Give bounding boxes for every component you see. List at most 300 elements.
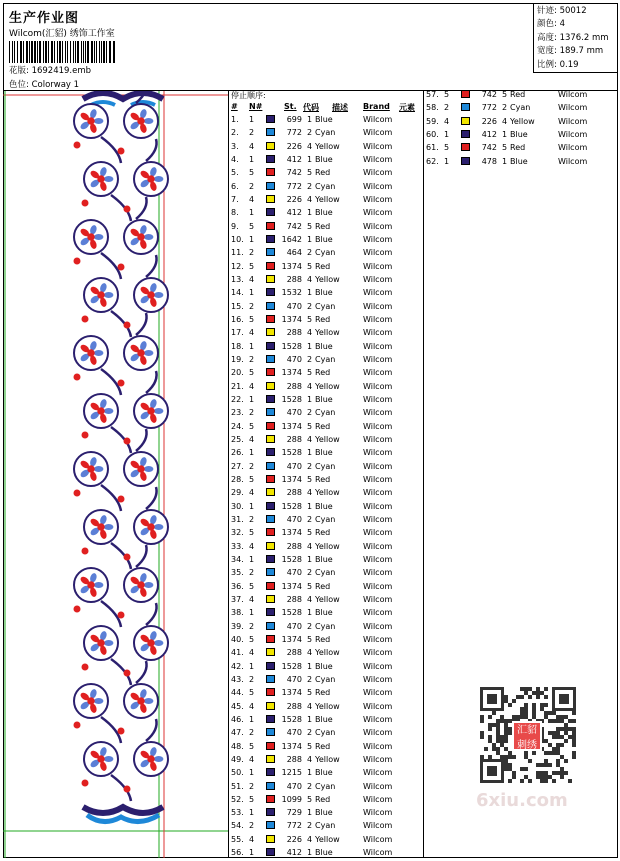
row-code: 2: [307, 248, 313, 258]
row-code: 5: [307, 688, 313, 698]
color-swatch: [266, 168, 275, 176]
qr-stamp: 汇貂刺绣: [512, 721, 542, 751]
row-needle: 5: [249, 688, 255, 698]
row-description: Red: [315, 474, 331, 484]
bottom-border: [83, 807, 163, 813]
row-description: Cyan: [315, 728, 336, 738]
row-needle: 1: [249, 808, 255, 818]
row-code: 1: [502, 129, 508, 139]
row-brand: Wilcom: [363, 768, 393, 778]
row-stitches: 772: [286, 821, 302, 831]
row-index: 11.: [231, 248, 244, 258]
row-stitches: 1528: [281, 714, 302, 724]
row-needle: 1: [249, 661, 255, 671]
row-description: Blue: [315, 714, 333, 724]
motif-center: [137, 697, 144, 704]
motif-dot: [82, 548, 89, 555]
color-swatch: [266, 502, 275, 510]
row-index: 60.: [426, 129, 439, 139]
row-needle: 4: [249, 274, 255, 284]
motif-dot: [124, 438, 131, 445]
row-needle: 4: [249, 754, 255, 764]
stat-colors: 颜色: 4: [537, 19, 565, 30]
color-swatch: [266, 662, 275, 670]
motif-petal: [104, 292, 114, 298]
table-row: [229, 753, 423, 766]
table-row: [229, 566, 423, 579]
color-swatch: [266, 595, 275, 603]
row-stitches: 464: [286, 248, 302, 258]
row-description: Cyan: [315, 354, 336, 364]
row-description: Blue: [510, 156, 528, 166]
row-code: 1: [307, 341, 313, 351]
row-code: 2: [307, 568, 313, 578]
row-brand: Wilcom: [363, 474, 393, 484]
motif-center: [97, 291, 104, 298]
color-swatch: [266, 821, 275, 829]
row-stitches: 226: [481, 116, 497, 126]
row-brand: Wilcom: [363, 461, 393, 471]
row-description: Cyan: [315, 821, 336, 831]
row-needle: 1: [249, 115, 255, 124]
row-needle: 5: [249, 368, 255, 378]
table-row: [229, 646, 423, 659]
table-row: [229, 446, 423, 459]
row-code: 4: [307, 488, 313, 498]
row-stitches: 1374: [281, 474, 302, 484]
file-info: [9, 64, 91, 76]
row-needle: 5: [249, 314, 255, 324]
row-code: 5: [502, 143, 508, 153]
row-needle: 4: [249, 381, 255, 391]
row-description: Cyan: [315, 248, 336, 258]
row-code: 4: [307, 274, 313, 284]
row-stitches: 1374: [281, 741, 302, 751]
table-row: [229, 686, 423, 699]
row-brand: Wilcom: [363, 488, 393, 498]
table-row: [229, 473, 423, 486]
table-row: [424, 115, 618, 128]
row-code: 5: [307, 221, 313, 231]
row-description: Cyan: [315, 181, 336, 191]
color-swatch: [266, 795, 275, 803]
row-brand: Wilcom: [558, 156, 588, 166]
color-swatch: [266, 608, 275, 616]
row-description: Red: [315, 634, 331, 644]
row-stitches: 288: [286, 754, 302, 764]
row-stitches: 699: [286, 115, 302, 124]
color-swatch: [266, 715, 275, 723]
row-code: 1: [307, 234, 313, 244]
row-brand: Wilcom: [363, 634, 393, 644]
row-index: 29.: [231, 488, 244, 498]
row-needle: 2: [249, 621, 255, 631]
row-code: 1: [307, 608, 313, 618]
table-row: [229, 553, 423, 566]
row-stitches: 729: [286, 808, 302, 818]
row-code: 5: [502, 90, 508, 99]
row-needle: 1: [249, 714, 255, 724]
header: [3, 3, 618, 91]
row-needle: 1: [249, 501, 255, 511]
row-needle: 5: [249, 528, 255, 538]
row-code: 2: [307, 621, 313, 631]
design-preview: [3, 91, 229, 858]
col-header-desc: 描述: [332, 103, 348, 112]
row-brand: Wilcom: [363, 541, 393, 551]
row-brand: Wilcom: [363, 514, 393, 524]
row-needle: 4: [249, 541, 255, 551]
row-stitches: 1528: [281, 394, 302, 404]
row-brand: Wilcom: [363, 261, 393, 271]
row-stitches: 1528: [281, 608, 302, 618]
row-brand: Wilcom: [363, 688, 393, 698]
motif-petal: [104, 524, 114, 530]
row-stitches: 470: [286, 408, 302, 418]
table-row: [229, 819, 423, 832]
row-index: 24.: [231, 421, 244, 431]
col-header-n: N#: [249, 102, 263, 111]
row-brand: Wilcom: [363, 661, 393, 671]
color-swatch: [461, 143, 470, 151]
color-swatch: [266, 342, 275, 350]
row-needle: 1: [249, 394, 255, 404]
motif-dot: [124, 670, 131, 677]
row-needle: 4: [249, 328, 255, 338]
row-brand: Wilcom: [363, 728, 393, 738]
row-brand: Wilcom: [363, 581, 393, 591]
row-needle: 4: [249, 434, 255, 444]
row-description: Cyan: [510, 103, 531, 113]
row-needle: 5: [249, 261, 255, 271]
row-index: 53.: [231, 808, 244, 818]
motif-center: [137, 349, 144, 356]
row-needle: 1: [444, 156, 450, 166]
row-index: 21.: [231, 381, 244, 391]
row-brand: Wilcom: [558, 90, 588, 99]
row-code: 1: [307, 208, 313, 218]
row-needle: 5: [444, 143, 450, 153]
color-swatch: [266, 755, 275, 763]
table-row: [229, 660, 423, 673]
row-brand: Wilcom: [363, 754, 393, 764]
table-row: [229, 220, 423, 233]
row-brand: Wilcom: [363, 808, 393, 818]
color-swatch: [266, 688, 275, 696]
stat-width: 宽度: 189.7 mm: [537, 46, 604, 57]
motif-petal: [144, 466, 154, 472]
row-needle: 2: [249, 781, 255, 791]
top-border: [83, 93, 163, 99]
row-brand: Wilcom: [363, 194, 393, 204]
row-code: 1: [307, 448, 313, 458]
row-stitches: 288: [286, 701, 302, 711]
color-swatch: [266, 435, 275, 443]
row-description: Yellow: [315, 274, 340, 284]
row-code: 4: [502, 116, 508, 126]
table-row: [229, 700, 423, 713]
row-description: Cyan: [315, 128, 336, 138]
row-index: 44.: [231, 688, 244, 698]
row-description: Cyan: [315, 781, 336, 791]
motif-center: [147, 639, 154, 646]
row-index: 46.: [231, 714, 244, 724]
row-brand: Wilcom: [363, 208, 393, 218]
table-row: [229, 513, 423, 526]
table-row: [229, 780, 423, 793]
row-index: 50.: [231, 768, 244, 778]
row-needle: 4: [249, 141, 255, 151]
row-index: 12.: [231, 261, 244, 271]
color-swatch: [266, 542, 275, 550]
row-description: Blue: [315, 208, 333, 218]
row-needle: 4: [249, 488, 255, 498]
table-row: [229, 593, 423, 606]
row-description: Yellow: [315, 541, 340, 551]
color-swatch: [266, 395, 275, 403]
row-brand: Wilcom: [363, 821, 393, 831]
row-code: 4: [307, 594, 313, 604]
row-index: 41.: [231, 648, 244, 658]
row-code: 1: [502, 156, 508, 166]
row-index: 35.: [231, 568, 244, 578]
color-swatch: [266, 568, 275, 576]
row-brand: Wilcom: [363, 741, 393, 751]
table-row: [229, 366, 423, 379]
row-stitches: 478: [481, 156, 497, 166]
row-index: 40.: [231, 634, 244, 644]
color-swatch: [266, 355, 275, 363]
row-brand: Wilcom: [363, 128, 393, 138]
row-stitches: 1374: [281, 314, 302, 324]
row-brand: Wilcom: [363, 701, 393, 711]
motif-center: [147, 407, 154, 414]
motif-center: [87, 465, 94, 472]
row-index: 58.: [426, 103, 439, 113]
row-index: 32.: [231, 528, 244, 538]
motif-center: [137, 117, 144, 124]
row-needle: 5: [249, 421, 255, 431]
row-description: Blue: [315, 288, 333, 298]
row-code: 4: [307, 141, 313, 151]
row-stitches: 412: [286, 848, 302, 858]
color-swatch: [461, 157, 470, 165]
row-index: 43.: [231, 674, 244, 684]
motif-dot: [82, 200, 89, 207]
table-row: [229, 526, 423, 539]
watermark: 6xiu.com: [476, 790, 568, 811]
color-swatch: [266, 768, 275, 776]
row-description: Cyan: [315, 301, 336, 311]
row-code: 5: [307, 474, 313, 484]
row-brand: Wilcom: [363, 794, 393, 804]
motif-petal: [104, 408, 114, 414]
row-needle: 2: [249, 248, 255, 258]
row-stitches: 288: [286, 594, 302, 604]
row-stitches: 470: [286, 301, 302, 311]
motif-center: [97, 523, 104, 530]
row-description: Red: [315, 741, 331, 751]
color-swatch: [266, 235, 275, 243]
row-needle: 1: [249, 608, 255, 618]
row-index: 1.: [231, 115, 239, 124]
row-code: 2: [307, 461, 313, 471]
row-code: 5: [307, 421, 313, 431]
row-description: Blue: [315, 661, 333, 671]
row-code: 2: [307, 674, 313, 684]
row-stitches: 288: [286, 541, 302, 551]
motif-center: [97, 407, 104, 414]
row-index: 22.: [231, 394, 244, 404]
motif-dot: [124, 322, 131, 329]
table-row: [229, 300, 423, 313]
table-row: [229, 353, 423, 366]
table-caption: 停止顺序:: [231, 91, 266, 100]
row-description: Red: [510, 90, 526, 99]
table-row: [229, 126, 423, 139]
row-needle: 1: [249, 154, 255, 164]
row-stitches: 1528: [281, 341, 302, 351]
row-index: 3.: [231, 141, 239, 151]
table-row: [229, 580, 423, 593]
color-swatch: [461, 117, 470, 125]
motif-petal: [154, 292, 164, 298]
row-code: 4: [307, 434, 313, 444]
color-swatch: [461, 103, 470, 111]
color-swatch: [266, 515, 275, 523]
row-description: Yellow: [510, 116, 535, 126]
color-swatch: [266, 728, 275, 736]
row-index: 6.: [231, 181, 239, 191]
stop-sequence-table-1: [229, 91, 424, 858]
row-needle: 5: [249, 741, 255, 751]
table-row: [229, 113, 423, 126]
row-brand: Wilcom: [558, 116, 588, 126]
row-code: 1: [307, 768, 313, 778]
row-description: Yellow: [315, 328, 340, 338]
row-brand: Wilcom: [363, 354, 393, 364]
row-index: 23.: [231, 408, 244, 418]
row-code: 4: [307, 701, 313, 711]
row-stitches: 772: [286, 128, 302, 138]
row-stitches: 1374: [281, 634, 302, 644]
color-swatch: [266, 848, 275, 856]
row-description: Blue: [315, 234, 333, 244]
motif-center: [87, 581, 94, 588]
table-row: [229, 286, 423, 299]
row-index: 39.: [231, 621, 244, 631]
row-brand: Wilcom: [363, 714, 393, 724]
row-description: Blue: [315, 448, 333, 458]
color-swatch: [266, 382, 275, 390]
row-index: 59.: [426, 116, 439, 126]
row-needle: 2: [249, 181, 255, 191]
row-description: Yellow: [315, 381, 340, 391]
row-description: Yellow: [315, 754, 340, 764]
row-brand: Wilcom: [363, 608, 393, 618]
table-row: [229, 486, 423, 499]
row-needle: 2: [249, 728, 255, 738]
row-description: Yellow: [315, 141, 340, 151]
color-swatch: [266, 222, 275, 230]
row-brand: Wilcom: [363, 248, 393, 258]
qr-code: [470, 681, 586, 789]
motif-dot: [124, 206, 131, 213]
row-brand: Wilcom: [363, 434, 393, 444]
row-brand: Wilcom: [558, 143, 588, 153]
row-stitches: 1374: [281, 421, 302, 431]
row-code: 4: [307, 648, 313, 658]
row-brand: Wilcom: [363, 408, 393, 418]
row-index: 42.: [231, 661, 244, 671]
row-stitches: 288: [286, 381, 302, 391]
row-brand: Wilcom: [363, 648, 393, 658]
row-brand: Wilcom: [363, 314, 393, 324]
row-index: 33.: [231, 541, 244, 551]
motif-dot: [118, 148, 125, 155]
row-index: 55.: [231, 834, 244, 844]
stats-box: [533, 3, 618, 73]
row-stitches: 470: [286, 568, 302, 578]
row-code: 2: [307, 181, 313, 191]
color-swatch: [266, 742, 275, 750]
row-stitches: 742: [286, 168, 302, 178]
color-swatch: [461, 90, 470, 98]
motif-petal: [104, 176, 114, 182]
table-row: [229, 420, 423, 433]
row-description: Red: [315, 421, 331, 431]
table-row: [229, 140, 423, 153]
table-row: [229, 380, 423, 393]
motif-stem: [146, 719, 157, 741]
row-stitches: 1099: [281, 794, 302, 804]
row-needle: 2: [249, 461, 255, 471]
row-index: 5.: [231, 168, 239, 178]
row-brand: Wilcom: [363, 568, 393, 578]
colorway-info: [9, 78, 79, 90]
row-description: Red: [315, 581, 331, 591]
row-description: Cyan: [315, 461, 336, 471]
row-brand: Wilcom: [363, 674, 393, 684]
row-index: 51.: [231, 781, 244, 791]
row-brand: Wilcom: [363, 781, 393, 791]
table-row: [229, 180, 423, 193]
row-stitches: 1215: [281, 768, 302, 778]
row-brand: Wilcom: [363, 834, 393, 844]
row-index: 18.: [231, 341, 244, 351]
row-description: Red: [315, 794, 331, 804]
table-row: [229, 806, 423, 819]
table-row: [229, 500, 423, 513]
row-index: 17.: [231, 328, 244, 338]
row-stitches: 1374: [281, 528, 302, 538]
motif-center: [87, 117, 94, 124]
table-row: [229, 326, 423, 339]
row-index: 25.: [231, 434, 244, 444]
table-row: [229, 260, 423, 273]
row-description: Yellow: [315, 701, 340, 711]
table-row: [229, 740, 423, 753]
motif-stem: [146, 603, 157, 625]
row-description: Yellow: [315, 648, 340, 658]
barcode: [9, 41, 117, 63]
row-stitches: 470: [286, 728, 302, 738]
row-description: Yellow: [315, 194, 340, 204]
row-brand: Wilcom: [363, 141, 393, 151]
color-swatch: [266, 782, 275, 790]
row-index: 19.: [231, 354, 244, 364]
motif-stem: [146, 371, 157, 393]
